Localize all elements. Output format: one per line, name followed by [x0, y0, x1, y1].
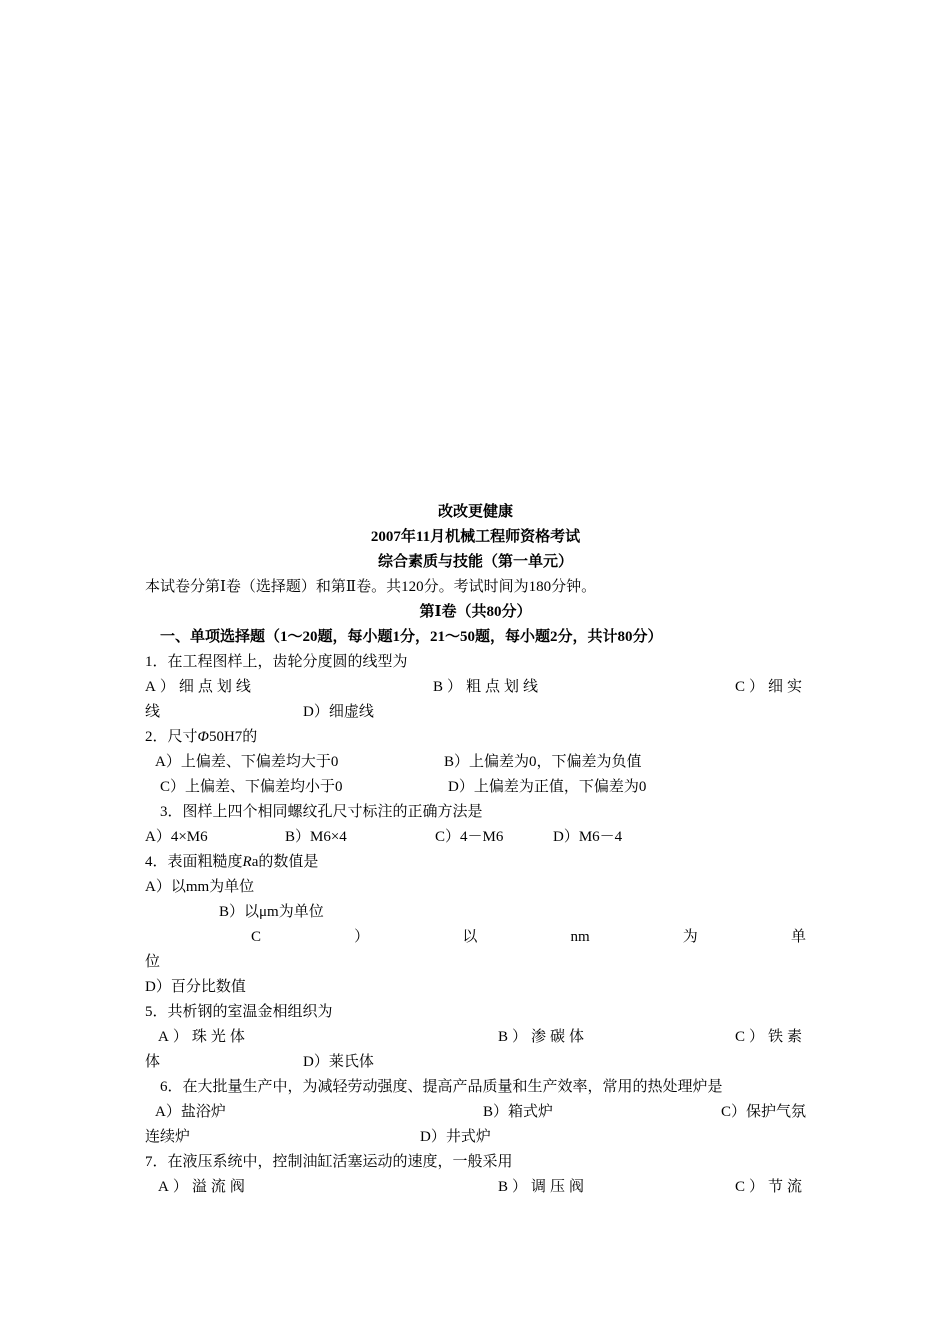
q3-option-c: C）4－M6 — [435, 829, 504, 845]
q6-option-c: C）保护气氛 — [720, 1104, 806, 1120]
q5-stem: 5．共析钢的室温金相组织为 — [145, 1004, 333, 1020]
q2-stem-phi: Φ — [197, 729, 209, 745]
q7-option-b: B）调压阀 — [498, 1179, 589, 1195]
q2-stem-suffix: 50H7的 — [208, 729, 258, 745]
q6-options-row-2 — [145, 1125, 806, 1150]
section1-title: 一、单项选择题（1～20题，每小题1分，21～50题，每小题2分，共计80分） — [160, 629, 663, 645]
q4-stem-ra-italic: R — [242, 854, 252, 870]
part1-title: 第Ⅰ卷（共80分） — [419, 604, 532, 620]
q4-option-a: A）以mm为单位 — [145, 879, 255, 895]
q4-option-c-row — [145, 925, 806, 950]
q1-options-row-2 — [145, 700, 806, 725]
q5-option-d: D）莱氏体 — [303, 1054, 374, 1070]
intro-text: 本试卷分第Ⅰ卷（选择题）和第Ⅱ卷。共120分。考试时间为180分钟。 — [145, 579, 597, 595]
q5-option-a: A）珠光体 — [158, 1029, 249, 1045]
q2-option-d: D）上偏差为正值，下偏差为0 — [448, 779, 647, 795]
q4-option-c-part-5: 为 — [682, 929, 698, 945]
q3-options-row — [145, 825, 806, 850]
q2-stem — [145, 725, 806, 750]
q4-option-c-part-4: nm — [570, 929, 590, 945]
q2-options-row-1 — [145, 750, 806, 775]
q5-option-c: C）铁素 — [734, 1029, 806, 1045]
q5-options-row-2 — [145, 1050, 806, 1075]
q1-option-d: D）细虚线 — [303, 704, 374, 720]
q4-option-b: B）以μm为单位 — [219, 904, 324, 920]
q6-option-d: D）井式炉 — [420, 1129, 491, 1145]
q6-stem: 6．在大批量生产中，为减轻劳动强度、提高产品质量和生产效率，常用的热处理炉是 — [160, 1079, 723, 1095]
q7-options-row-1 — [145, 1175, 806, 1200]
q6-option-c-continued: 连续炉 — [145, 1129, 191, 1145]
q2-option-c: C）上偏差、下偏差均小于0 — [160, 779, 343, 795]
q5-option-b: B）渗碳体 — [498, 1029, 589, 1045]
q4-stem-prefix: 4．表面粗糙度 — [145, 854, 243, 870]
exam-subtitle: 综合素质与技能（第一单元） — [377, 554, 573, 570]
q4-option-c-part-2: ） — [354, 929, 370, 945]
q4-option-c-part-1: C — [251, 929, 262, 945]
q4-stem-suffix: a的数值是 — [251, 854, 319, 870]
q4-option-d: D）百分比数值 — [145, 979, 246, 995]
q1-option-c: C）细实 — [734, 679, 806, 695]
q3-option-d: D）M6－4 — [553, 829, 623, 845]
q5-option-c-continued: 体 — [145, 1054, 161, 1070]
q4-option-c-part-3: 以 — [462, 929, 478, 945]
q4-option-c-continued: 位 — [145, 954, 161, 970]
q7-stem: 7．在液压系统中，控制油缸活塞运动的速度，一般采用 — [145, 1154, 513, 1170]
exam-document — [145, 500, 806, 1200]
q4-stem — [145, 850, 806, 875]
q2-option-b: B）上偏差为0，下偏差为负值 — [444, 754, 642, 770]
q2-options-row-2 — [145, 775, 806, 800]
q1-option-b: B）粗点划线 — [433, 679, 543, 695]
q1-option-c-continued: 线 — [145, 704, 161, 720]
header-line-1: 改改更健康 — [437, 504, 513, 520]
q4-option-c-part-6: 单 — [790, 929, 806, 945]
q2-option-a: A）上偏差、下偏差均大于0 — [155, 754, 339, 770]
q7-option-a: A）溢流阀 — [158, 1179, 249, 1195]
q5-options-row-1 — [145, 1025, 806, 1050]
exam-title: 2007年11月机械工程师资格考试 — [370, 529, 581, 545]
q1-stem: 1．在工程图样上，齿轮分度圆的线型为 — [145, 654, 408, 670]
q1-options-row-1 — [145, 675, 806, 700]
q6-option-b: B）箱式炉 — [483, 1104, 554, 1120]
q3-stem: 3．图样上四个相同螺纹孔尺寸标注的正确方法是 — [160, 804, 483, 820]
q3-option-b: B）M6×4 — [285, 829, 347, 845]
q6-option-a: A）盐浴炉 — [155, 1104, 226, 1120]
q3-option-a: A）4×M6 — [145, 829, 208, 845]
q6-options-row-1 — [145, 1100, 806, 1125]
q1-option-a: A）细点划线 — [145, 679, 255, 695]
q7-option-c: C）节流 — [734, 1179, 806, 1195]
q2-stem-prefix: 2．尺寸 — [145, 729, 198, 745]
